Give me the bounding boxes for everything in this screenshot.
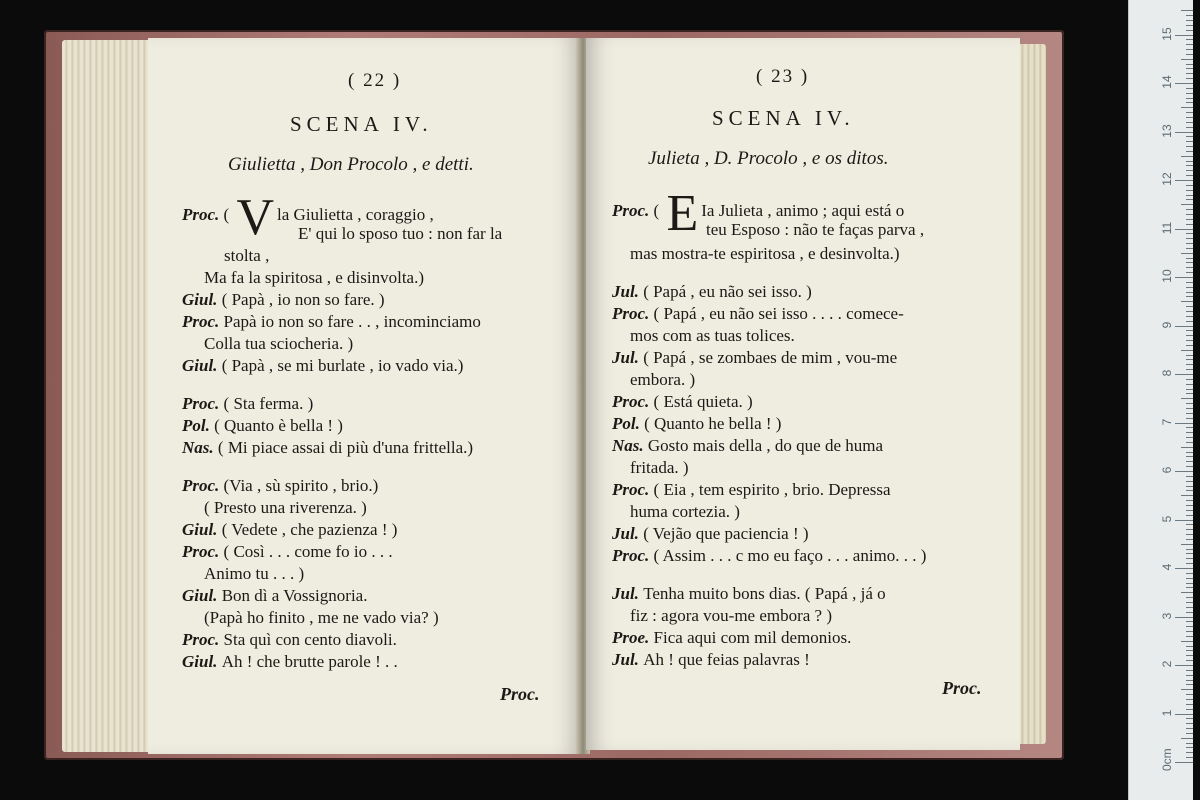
ruler-tick [1175,568,1193,569]
ruler-number: 6 [1160,466,1174,474]
ruler-tick [1186,170,1193,171]
ruler-tick [1175,665,1193,666]
page-number: ( 23 ) [756,66,810,87]
ruler-number: 10 [1160,269,1174,283]
ruler-tick [1186,602,1193,603]
paren: ( [653,201,664,220]
line-text: fritada. ) [630,458,689,477]
ruler-tick [1186,684,1193,685]
ruler-tick [1186,122,1193,123]
ruler-tick [1186,757,1193,758]
ruler-tick [1175,520,1193,521]
ruler-tick [1181,59,1193,60]
ruler-tick [1186,490,1193,491]
speaker-name: Giul. [182,356,222,375]
line-text: ( Papá , eu não sei isso . . . . comece- [653,304,904,323]
ruler-tick [1186,597,1193,598]
ruler-tick [1186,621,1193,622]
ruler-tick [1175,471,1193,472]
speaker-name: Proc. [612,392,654,411]
ruler-tick [1186,355,1193,356]
ruler-number: 11 [1160,221,1174,234]
ruler-tick [1181,544,1193,545]
ruler-tick [1186,529,1193,530]
line-text: stolta , [224,246,270,265]
ruler-tick [1186,369,1193,370]
ruler-tick [1181,398,1193,399]
ruler-tick [1186,330,1193,331]
ruler-tick [1175,83,1193,84]
ruler-tick [1186,214,1193,215]
ruler-tick [1186,287,1193,288]
ruler-tick [1186,723,1193,724]
dialogue-line [182,542,393,562]
line-text: mas mostra-te espiritosa , e desinvolta.) [630,244,900,263]
line-text: ( Papà , io non so fare. ) [221,290,385,309]
ruler-tick [1186,195,1193,196]
speaker-name: Proc. [182,476,224,495]
dialogue-line [630,606,832,626]
scene-title: SCENA IV. [712,106,855,130]
ruler-tick [1186,141,1193,142]
line-text: ( Quanto è bella ! ) [214,416,343,435]
ruler-tick [1175,423,1193,424]
ruler-tick [1186,267,1193,268]
ruler-tick [1181,738,1193,739]
ruler-number: 5 [1160,515,1174,522]
character-list: Giulietta , Don Procolo , e detti. [228,154,474,175]
ruler-tick [1186,563,1193,564]
ruler-tick [1186,558,1193,559]
ruler-tick [1175,617,1193,618]
line-text: ( Eia , tem espirito , brio. Depressa [653,480,891,499]
ruler-tick [1186,248,1193,249]
dialogue-line [612,480,891,500]
ruler-tick [1181,592,1193,593]
drop-cap [236,189,274,246]
speaker-name: Proc. [612,201,654,220]
ruler-tick [1186,694,1193,695]
line-text: ( Vedete , che pazienza ! ) [221,520,398,539]
ruler-tick [1186,262,1193,263]
character-list: Julieta , D. Procolo , e os ditos. [648,148,889,169]
ruler-tick [1186,39,1193,40]
line-text: Sta quì con cento diavoli. [223,630,397,649]
ruler-number: 0cm [1160,748,1174,771]
ruler-tick [1186,699,1193,700]
ruler-tick [1186,743,1193,744]
ruler-tick [1186,340,1193,341]
dialogue-line [298,224,502,244]
ruler-tick [1186,476,1193,477]
line-text: huma cortezia. ) [630,502,740,521]
dialogue-line [706,220,924,240]
ruler-tick [1186,403,1193,404]
speaker-name: Pol. [182,416,215,435]
ruler-tick [1186,292,1193,293]
ruler-tick [1186,243,1193,244]
ruler-tick [1186,316,1193,317]
drop-cap [666,185,698,242]
ruler-tick [1186,25,1193,26]
ruler-tick [1186,733,1193,734]
speaker-name: Proc. [182,542,224,561]
line-text: Colla tua sciocheria. ) [204,334,354,353]
dialogue-line [612,584,886,604]
line-text: Ia Julieta , animo ; aqui está o [701,201,905,220]
line-text: ( Presto una riverenza. ) [204,498,367,517]
speaker-name: Giul. [182,520,222,539]
dialogue-line [612,628,851,648]
line-text: Gosto mais della , do que de huma [647,436,884,455]
ruler-tick [1186,165,1193,166]
ruler-tick [1186,272,1193,273]
dialogue-line [612,392,753,412]
dialogue-line [182,586,367,606]
ruler-tick [1186,161,1193,162]
ruler-tick [1175,35,1193,36]
speaker-name: Pol. [612,414,645,433]
ruler-tick [1186,539,1193,540]
ruler-tick [1186,408,1193,409]
ruler-tick [1186,345,1193,346]
ruler-tick [1186,88,1193,89]
dialogue-line [204,498,367,518]
ruler-tick [1186,393,1193,394]
dialogue-line [182,416,343,436]
speaker-name: Proc. [182,630,224,649]
ruler-tick [1186,389,1193,390]
ruler-tick [1181,350,1193,351]
ruler-tick [1175,229,1193,230]
ruler-tick [1186,136,1193,137]
ruler-tick [1186,607,1193,608]
ruler-tick [1186,461,1193,462]
ruler-number: 14 [1160,75,1174,89]
ruler-tick [1186,587,1193,588]
line-text: ( Sta ferma. ) [223,394,314,413]
ruler-tick [1186,578,1193,579]
dialogue-line [612,524,809,544]
ruler-tick [1181,156,1193,157]
ruler-tick [1186,384,1193,385]
ruler-tick [1186,175,1193,176]
line-text: Ah ! che brutte parole ! . . [221,652,398,671]
speaker-name: Jul. [612,650,644,669]
ruler-tick [1186,500,1193,501]
ruler-tick [1186,98,1193,99]
speaker-name: Giul. [182,290,222,309]
ruler-tick [1186,224,1193,225]
ruler-tick [1186,515,1193,516]
dialogue-line [182,652,398,672]
dialogue-line [204,268,424,288]
ruler-tick [1186,311,1193,312]
ruler-tick [1186,78,1193,79]
ruler-tick [1186,418,1193,419]
speaker-name: Proe. [612,628,654,647]
ruler-tick [1186,704,1193,705]
dialogue-line [182,476,378,496]
ruler-number: 7 [1160,418,1174,425]
ruler-tick [1186,190,1193,191]
ruler-tick [1181,447,1193,448]
dialogue-line [630,502,740,522]
ruler-number: 2 [1160,660,1174,668]
line-text: ( Está quieta. ) [653,392,753,411]
ruler-tick [1186,321,1193,322]
measuring-ruler [1128,0,1193,800]
speaker-name: Proc. [612,480,654,499]
ruler-tick [1186,655,1193,656]
ruler-tick [1186,306,1193,307]
ruler-tick [1181,495,1193,496]
ruler-tick [1181,641,1193,642]
ruler-tick [1186,452,1193,453]
ruler-tick [1186,456,1193,457]
ruler-tick [1186,747,1193,748]
line-text: ( Papà , se mi burlate , io vado via.) [221,356,464,375]
ruler-tick [1186,553,1193,554]
line-text: ( Così . . . come fo io . . . [223,542,393,561]
line-text: Papà io non so fare . . , incominciamo [223,312,481,331]
ruler-tick [1186,670,1193,671]
line-text: Tenha muito bons dias. ( Papá , já o [643,584,886,603]
line-text: Ma fa la spiritosa , e disinvolta.) [204,268,425,287]
dialogue-line [182,630,397,650]
ruler-tick [1186,636,1193,637]
dialogue-line [182,290,385,310]
ruler-tick [1186,612,1193,613]
dialogue-line [204,608,439,628]
dialogue-line [204,564,304,584]
ruler-tick [1186,112,1193,113]
line-text: embora. ) [630,370,696,389]
ruler-tick [1186,64,1193,65]
page-number: ( 22 ) [348,70,402,91]
dialogue-line [612,546,926,566]
ruler-tick [1186,199,1193,200]
ruler-tick [1175,714,1193,715]
dialogue-line [182,438,473,458]
ruler-tick [1186,413,1193,414]
speaker-name: Proc. [612,546,654,565]
dialogue-line [612,436,883,456]
ruler-tick [1186,660,1193,661]
ruler-tick [1186,379,1193,380]
ruler-tick [1181,107,1193,108]
dialogue-line [630,458,689,478]
ruler-tick [1186,30,1193,31]
ruler-tick [1181,204,1193,205]
line-text: ( Assim . . . c mo eu faço . . . animo. . . ) [653,546,927,565]
ruler-tick [1186,646,1193,647]
ruler-tick [1186,505,1193,506]
ruler-tick [1181,689,1193,690]
speaker-name: Jul. [612,348,644,367]
dialogue-line [612,282,812,302]
paren: ( [223,205,234,224]
speaker-name: Jul. [612,524,644,543]
ruler-tick [1181,253,1193,254]
speaker-name: Proc. [182,312,224,331]
ruler-tick [1186,93,1193,94]
drop-cap-letter: V [236,189,275,246]
line-text: Bon dì a Vossignoria. [221,586,368,605]
scene-title: SCENA IV. [290,112,433,136]
dialogue-line [630,326,795,346]
ruler-tick [1175,374,1193,375]
ruler-number: 15 [1160,26,1174,41]
line-text: (Papà ho finito , me ne vado via? ) [204,608,439,627]
line-text: Fica aqui com mil demonios. [653,628,852,647]
line-text: mos com as tuas tolices. [630,326,795,345]
dialogue-line [612,348,897,368]
ruler-tick [1186,49,1193,50]
line-text: teu Esposo : não te faças parva , [706,220,925,239]
ruler-tick [1186,359,1193,360]
ruler-tick [1186,44,1193,45]
ruler-tick [1175,132,1193,133]
dialogue-line [182,394,313,414]
dialogue-line [630,244,900,264]
ruler-tick [1186,296,1193,297]
ruler-tick [1186,185,1193,186]
ruler-tick [1186,335,1193,336]
ruler-tick [1175,277,1193,278]
ruler-tick [1186,481,1193,482]
ruler-tick [1186,631,1193,632]
line-text: la Giulietta , coraggio , [277,205,434,224]
dialogue-line [182,312,481,332]
dialogue-line [612,650,810,670]
dialogue-line [204,334,353,354]
ruler-tick [1186,437,1193,438]
ruler-number: 12 [1160,172,1174,186]
ruler-tick [1175,180,1193,181]
line-text: Animo tu . . . ) [204,564,305,583]
line-text: E' qui lo sposo tuo : non far la [298,224,503,243]
line-text: Ah ! que feias palavras ! [643,650,810,669]
drop-cap-letter: E [666,185,699,242]
ruler-tick [1186,466,1193,467]
speaker-name: Giul. [182,586,222,605]
ruler-tick [1186,68,1193,69]
dialogue-line [182,520,397,540]
dialogue-line [612,414,781,434]
ruler-tick [1186,20,1193,21]
ruler-tick [1186,524,1193,525]
dialogue-line [630,370,695,390]
ruler-tick [1186,209,1193,210]
left-page [148,38,580,754]
speaker-name: Proc. [612,304,654,323]
line-text: ( Quanto he bella ! ) [644,414,782,433]
ruler-tick [1181,301,1193,302]
speaker-name: Proc. [182,394,224,413]
ruler-number: 8 [1160,369,1174,377]
ruler-tick [1186,54,1193,55]
dialogue-line [224,246,269,266]
ruler-number: 3 [1160,612,1174,619]
line-text: fiz : agora vou-me embora ? ) [630,606,833,625]
ruler-tick [1186,73,1193,74]
ruler-tick [1186,258,1193,259]
ruler-tick [1186,102,1193,103]
ruler-tick [1186,427,1193,428]
right-page [586,38,1020,750]
ruler-tick [1186,650,1193,651]
ruler-tick [1181,10,1193,11]
line-text: ( Vejão que paciencia ! ) [643,524,809,543]
line-text: ( Papá , se zombaes de mim , vou-me [643,348,898,367]
ruler-number: 9 [1160,321,1174,328]
ruler-tick [1175,762,1193,763]
ruler-tick [1186,680,1193,681]
ruler-tick [1186,233,1193,234]
ruler-tick [1186,583,1193,584]
ruler-tick [1186,151,1193,152]
speaker-name: Proc. [182,205,224,224]
ruler-tick [1186,117,1193,118]
ruler-tick [1186,15,1193,16]
ruler-tick [1186,127,1193,128]
dialogue-line [612,304,904,324]
line-text: ( Papá , eu não sei isso. ) [643,282,812,301]
speaker-name: Jul. [612,282,644,301]
ruler-tick [1186,675,1193,676]
ruler-number: 13 [1160,123,1174,138]
ruler-tick [1186,549,1193,550]
ruler-tick [1186,718,1193,719]
ruler-tick [1186,510,1193,511]
ruler-tick [1186,709,1193,710]
speaker-name: Nas. [612,436,648,455]
ruler-tick [1186,442,1193,443]
ruler-tick [1186,282,1193,283]
line-text: (Via , sù spirito , brio.) [223,476,379,495]
ruler-tick [1186,752,1193,753]
ruler-number: 1 [1160,709,1174,716]
ruler-tick [1186,219,1193,220]
speaker-name: Jul. [612,584,644,603]
catchword: Proc. [500,684,540,704]
catchword: Proc. [942,678,982,698]
page-edges-left [62,40,152,752]
ruler-tick [1186,486,1193,487]
ruler-number: 4 [1160,563,1174,571]
ruler-tick [1186,573,1193,574]
ruler-tick [1186,364,1193,365]
ruler-tick [1186,238,1193,239]
ruler-tick [1186,534,1193,535]
speaker-name: Nas. [182,438,218,457]
ruler-tick [1186,432,1193,433]
speaker-name: Giul. [182,652,222,671]
ruler-tick [1175,326,1193,327]
line-text: ( Mi piace assai di più d'una frittella.) [217,438,474,457]
dialogue-line [182,356,463,376]
ruler-tick [1186,146,1193,147]
ruler-tick [1186,728,1193,729]
ruler-tick [1186,626,1193,627]
